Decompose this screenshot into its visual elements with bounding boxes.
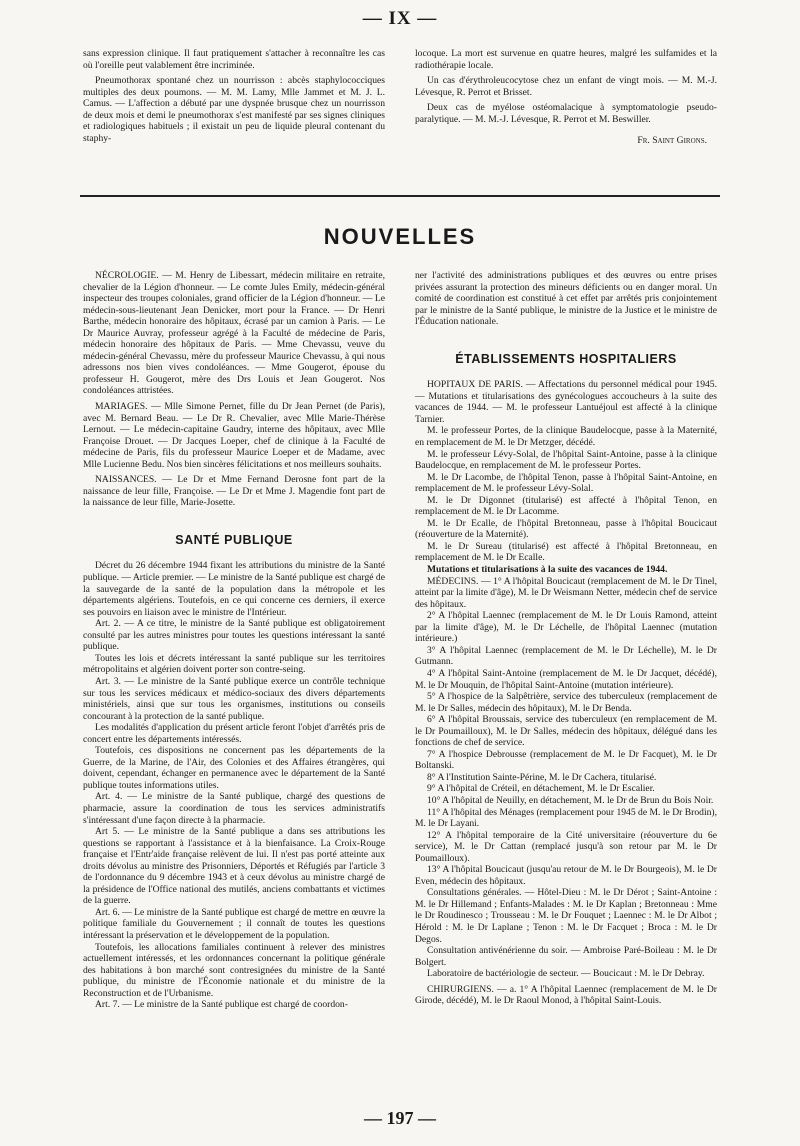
paragraph: Art. 2. — A ce titre, le ministre de la Santé publique est obligatoirement consulté par les autres ministres pour toutes les questions intéressant la santé publique. (83, 618, 385, 653)
paragraph: 13° A l'hôpital Boucicaut (jusqu'au retour de M. le Dr Bourgeois), M. le Dr Even, médecin des hôpitaux. (415, 864, 717, 887)
paragraph: Consultations générales. — Hôtel-Dieu : M. le Dr Dérot ; Saint-Antoine : M. le Dr Hillemand ; Enfants-Malades : M. le Dr Kaplan ; Bretonneau : Mme le Dr Roudinesco ; Trousseau : M. le Dr Fouquet ; Laennec : M. le Dr Albot ; Hérold : M. le Dr Laplane ; Tenon : M. le Dr Facquet ; Broca : M. le Dr Degos. (415, 887, 717, 945)
paragraph: Art. 7. — Le ministre de la Santé publique est chargé de coordon- (95, 999, 348, 1011)
paragraph: 2° A l'hôpital Laennec (remplacement de M. le Dr Louis Ramond, atteint par la limite d'âge), M. le Dr Léchelle, de l'hôpital Laennec (mutation intérieure.) (415, 610, 717, 645)
signature: Fr. Saint Girons. (637, 135, 707, 147)
paragraph: Art 5. — Le ministre de la Santé publique a dans ses attributions les questions se rapportant à l'assistance et à la bienfaisance. La Croix-Rouge française et l'Entr'aide française relèvent de lui. Il n'est pas porté atteinte aux droits dévolus au ministre des Prisonniers, Déportés et Réfugiés par l'article 3 de l'ordonnance du 9 décembre 1943 et à ceux dévolus au ministre chargé de la présidence de l'Office national des mutilés, anciens combattants et victimes de la guerre. (83, 826, 385, 907)
paragraph: Consultation antivénérienne du soir. — Ambroise Paré-Boileau : M. le Dr Bolgert. (415, 945, 717, 968)
paragraph: 8° A l'Institution Sainte-Périne, M. le Dr Cachera, titularisé. (427, 771, 657, 783)
paragraph: Toutefois, les allocations familiales continuent à relever des ministres actuellement intéressés, et les ordonnances concernant la politique générale des habitations à bon marché sont contresignées du ministre de la Santé publique, du ministre de l'Économie nationale et du ministre de la Reconstruction et de l'Urbanisme. (83, 941, 385, 999)
top-right-column (415, 48, 717, 147)
paragraph: M. le Dr Lacombe, de l'hôpital Tenon, passe à l'hôpital Saint-Antoine, en remplacement de M. le professeur Lévy-Solal. (415, 471, 717, 495)
paragraph: NÉCROLOGIE. — M. Henry de Libessart, médecin militaire en retraite, chevalier de la Légion d'honneur. — Le comte Jules Emily, médecin-général inspecteur des troupes coloniales, grand officier de la Légion d'honneur. — Le médecin-sous-lieutenant Jean Denicker, mort pour la France. — Dr Henri Barthe, médecin honoraire des hôpitaux, écrasé par un camion à Paris. — Le Dr Maurice Auvray, professeur agrégé à la Faculté de médecine de Paris, médecin honoraire des hôpitaux de Paris. — Mme Chevassu, veuve du médecin-général Chevassu, mère du professeur Maurice Chevassu, à qui nous adressons nos bien vives condoléances. — Mme Gougerot, épouse du professeur H. Gougerot, mère des Drs Louis et Jean Gougerot. Nos condoléances attristées. (83, 270, 385, 397)
paragraph: M. le professeur Lévy-Solal, de l'hôpital Saint-Antoine, passe à la clinique Baudelocque, en remplacement de M. le professeur Portes. (415, 448, 717, 472)
paragraph: sans expression clinique. Il faut pratiquement s'attacher à reconnaître les cas où l'oreille peut valablement être incriminée. (83, 48, 385, 71)
paragraph: locoque. La mort est survenue en quatre heures, malgré les sulfamides et la radiothérapie locale. (415, 48, 717, 71)
paragraph: 7° A l'hospice Debrousse (remplacement de M. le Dr Facquet), M. le Dr Boltanski. (415, 748, 717, 772)
paragraph: 11° A l'hôpital des Ménages (remplacement pour 1945 de M. le Dr Brodin), M. le Dr Layani. (415, 806, 717, 830)
paragraph: 10° A l'hôpital de Neuilly, en détachement, M. le Dr de Brun du Bois Noir. (427, 794, 714, 806)
paragraph: NAISSANCES. — Le Dr et Mme Fernand Derosne font part de la naissance de leur fille, Françoise. — Le Dr et Mme J. Magendie font part de la naissance de leur fille, Marie-Josette. (83, 474, 385, 509)
paragraph: Art. 6. — Le ministre de la Santé publique est chargé de mettre en œuvre la politique familiale du Gouvernement ; il connaît de toutes les questions intéressant la préservation et le développement de la population. (83, 906, 385, 941)
page-header-number: — IX — (362, 8, 438, 29)
paragraph: Mutations et titularisations à la suite des vacances de 1944. (427, 564, 668, 576)
left-column (83, 270, 385, 1011)
paragraph: Les modalités d'application du présent article feront l'objet d'arrêtés pris de concert entre les départements intéressés. (83, 722, 385, 745)
paragraph: ner l'activité des administrations publiques et des œuvres ou entre prises privées assurant la protection des mineurs déficients ou en danger moral. Un comité de coordination est constitué à cet effet par arrêtés pris conjointement par le ministre de la Santé publique, le ministre de la Justice et le ministre de l'Éducation nationale. (415, 270, 717, 328)
paragraph: 4° A l'hôpital Saint-Antoine (remplacement de M. le Dr Jacquet, décédé), M. le Dr Mouquin, de l'hôpital Saint-Antoine (mutation intérieure). (415, 667, 717, 691)
paragraph: Deux cas de myélose ostéomalacique à symptomatologie pseudo-paralytique. — M. M.-J. Lévesque, R. Perrot et M. Beswiller. (415, 102, 717, 125)
section-divider (80, 195, 720, 197)
section-heading: ÉTABLISSEMENTS HOSPITALIERS (455, 351, 677, 366)
paragraph: Laboratoire de bactériologie de secteur. — Boucicaut : M. le Dr Debray. (427, 968, 705, 980)
paragraph: Décret du 26 décembre 1944 fixant les attributions du ministre de la Santé publique. — Article premier. — Le ministre de la Santé publique est chargé de la sauvegarde de la santé de la population dans la métropole et les départements algériens. Toutefois, en ce qui concerne ces derniers, il exerce ses pouvoirs en liaison avec le ministre de l'Intérieur. (83, 560, 385, 618)
paragraph: 12° A l'hôpital temporaire de la Cité universitaire (réouverture du 6e service), M. le Dr Cattan (remplacé jusqu'à son retour par M. le Dr Poumailloux). (415, 829, 717, 864)
paragraph: M. le professeur Portes, de la clinique Baudelocque, passe à la Maternité, en remplacement de M. le Dr Metzger, décédé. (415, 425, 717, 449)
paragraph: Art. 3. — Le ministre de la Santé publique exerce un contrôle technique sur tous les services médicaux et médico-sociaux des divers départements ministériels, ainsi que sur tous les organismes, institutions ou conseils concourant à la protection de la santé publique. (83, 675, 385, 722)
paragraph: Un cas d'érythroleucocytose chez un enfant de vingt mois. — M. M.-J. Lévesque, R. Perrot et Brisset. (415, 75, 717, 98)
paragraph: Art. 4. — Le ministre de la Santé publique, chargé des questions de pharmacie, assure la coordination de tous les services administratifs s'intéressant d'une façon directe à la pharmacie. (83, 791, 385, 826)
right-column (415, 270, 717, 1007)
paragraph: 6° A l'hôpital Broussais, service des tuberculeux (en remplacement de M. le Dr Poumailloux), M. le Dr Salles, médecin des hôpitaux, délégué dans les fonctions de chef de service. (415, 714, 717, 749)
paragraph: MÉDECINS. — 1° A l'hôpital Boucicaut (remplacement de M. le Dr Tinel, atteint par la limite d'âge), M. le Dr Weismann Netter, médecin chef de service des hôpitaux. (415, 575, 717, 610)
section-heading: SANTÉ PUBLIQUE (175, 532, 293, 547)
paragraph: CHIRURGIENS. — a. 1° A l'hôpital Laennec (remplacement de M. le Dr Girode, décédé), M. le Dr Raoul Monod, à l'hôpital Saint-Louis. (415, 983, 717, 1007)
top-left-column (83, 48, 385, 144)
paragraph: M. le Dr Ecalle, de l'hôpital Bretonneau, passe à l'hôpital Boucicaut (réouverture de la Maternité). (415, 517, 717, 541)
paragraph: 5° A l'hospice de la Salpêtrière, service des tuberculeux (remplacement de M. le Dr Salles, médecin des hôpitaux), M. le Dr Benda. (415, 691, 717, 714)
paragraph: 9° A l'hôpital de Créteil, en détachement, M. le Dr Escalier. (427, 783, 655, 795)
paragraph: M. le Dr Sureau (titularisé) est affecté à l'hôpital Bretonneau, en remplacement de M. le Dr Ecalle. (415, 540, 717, 564)
paragraph: M. le Dr Digonnet (titularisé) est affecté à l'hôpital Tenon, en remplacement de M. le Dr Lacomme. (415, 494, 717, 518)
page-footer-number: — 197 — (364, 1108, 436, 1128)
paragraph: Toutefois, ces dispositions ne concernent pas les départements de la Guerre, de la Marine, de l'Air, des Colonies et des Affaires étrangères, qui doivent, cependant, échanger en permanence avec le département de la Santé publique toutes informations utiles. (83, 745, 385, 791)
paragraph: Pneumothorax spontané chez un nourrisson : abcès staphylococciques multiples des deux poumons. — M. M. Lamy, Mlle Jammet et M. J. L. Camus. — L'affection a débuté par une dyspnée brusque chez un nourrisson de deux mois et demi le pneumothorax s'est manifesté par ses signes cliniques et radiologiques habituels ; il existait un peu de liquide pleural contenant du staphy- (83, 75, 385, 144)
paragraph: MARIAGES. — Mlle Simone Pernet, fille du Dr Jean Pernet (de Paris), avec M. Bernard Beau. — Le Dr R. Chevalier, avec Mlle Marie-Thérèse Lernout. — Le médecin-capitaine Gaudry, interne des hôpitaux, avec Mlle Françoise Drouet. — Dr Jacques Loeper, chef de clinique à la Faculté de médecine de Paris, fils du professeur Maurice Loeper et de Madame, avec Mlle Lucienne Bedu. Nos bien sincères félicitations et nos meilleurs souhaits. (83, 401, 385, 470)
paragraph: Toutes les lois et décrets intéressant la santé publique sur les territoires métropolitains et algérien doivent porter son contre-seing. (83, 652, 385, 676)
section-title-nouvelles: NOUVELLES (323, 224, 477, 249)
paragraph: 3° A l'hôpital Laennec (remplacement de M. le Dr Léchelle), M. le Dr Gutmann. (415, 644, 717, 668)
paragraph: HOPITAUX DE PARIS. — Affectations du personnel médical pour 1945. — Mutations et titularisations des gynécologues accoucheurs à la suite des vacances de 1944. — M. le professeur Lantuéjoul est affecté à la clinique Tarnier. (415, 379, 717, 425)
